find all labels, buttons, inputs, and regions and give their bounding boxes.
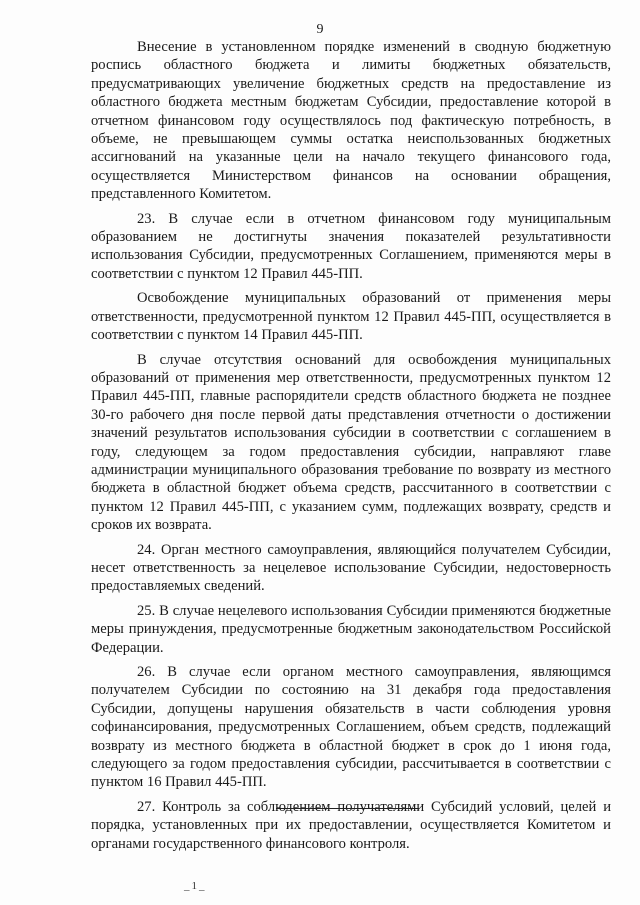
document-body xyxy=(91,38,611,859)
paragraph-budget-amendment: Внесение в установленном порядке изменений в сводную бюджетную роспись областного бюджета и лимиты бюджетных обязательств, предусматривающих увеличение бюджетных средств на предоставление из областного бюджета местным бюджетам Субсидии, предоставление которой в отчетном финансовом году осуществлялось под фактическую потребность, в объеме, не превышающем суммы остатка неиспользованных бюджетных ассигнований на указанные цели на начало текущего финансового года, осуществляется Министерством финансов на основании обращения, представленного Комитетом. xyxy=(91,39,611,203)
paragraph-25: 25. В случае нецелевого использования Субсидии применяются бюджетные меры принуждения, предусмотренные бюджетным законодательством Российской Федерации. xyxy=(91,602,611,656)
paragraph-exemption: Освобождение муниципальных образований от применения меры ответственности, предусмотренной пунктом 12 Правил 445-ПП, осуществляется в соответствии с пунктом 14 Правил 445-ПП. xyxy=(91,290,611,344)
closing-divider xyxy=(276,808,419,809)
page-number: 9 xyxy=(316,22,324,37)
paragraph-27: 27. Контроль за соблюдением получателями Субсидий условий, целей и порядка, установленных при их предоставлении, осуществляется Комитетом и органами государственного финансового контроля. xyxy=(91,798,611,852)
paragraph-26: 26. В случае если органом местного самоуправления, являющимся получателем Субсидии по состоянию на 31 декабря года предоставления Субсидии, допущены нарушения обязательств в части соблюдения уровня софинансирования, предусмотренных Соглашением, объем средств, подлежащий возврату из местного бюджета в областной бюджет в срок до 1 июня года, следующего за годом предоставления субсидии, рассчитывается в соответствии с пунктом 16 Правил 445-ПП. xyxy=(91,664,611,791)
paragraph-refund-requirement: В случае отсутствия оснований для освобождения муниципальных образований от применения мер ответственности, предусмотренных пунктом 12 Правил 445-ПП, главные распорядители средств областного бюджета не позднее 30-го рабочего дня после первой даты представления отчетности о достижении значений результатов использования субсидии в соответствии с соглашением в году, следующем за годом предоставления субсидии, направляют главе администрации муниципального образования требование по возврату из местного бюджета в областной бюджет объема средств, рассчитанного в соответствии с пунктом 12 Правил 445-ПП, с указанием сумм, подлежащих возврату, средств и сроков их возврата. xyxy=(91,351,611,534)
paragraph-23: 23. В случае если в отчетном финансовом году муниципальным образованием не достигнуты значения показателей результативности использования Субсидии, предусмотренных Соглашением, применяются меры в соответствии с пунктом 12 Правил 445-ПП. xyxy=(91,210,611,282)
paragraph-24: 24. Орган местного самоуправления, являющийся получателем Субсидии, несет ответственность за нецелевое использование Субсидии, недостоверность предоставляемых сведений. xyxy=(91,541,611,595)
bottom-mark: _1_ xyxy=(184,880,207,892)
